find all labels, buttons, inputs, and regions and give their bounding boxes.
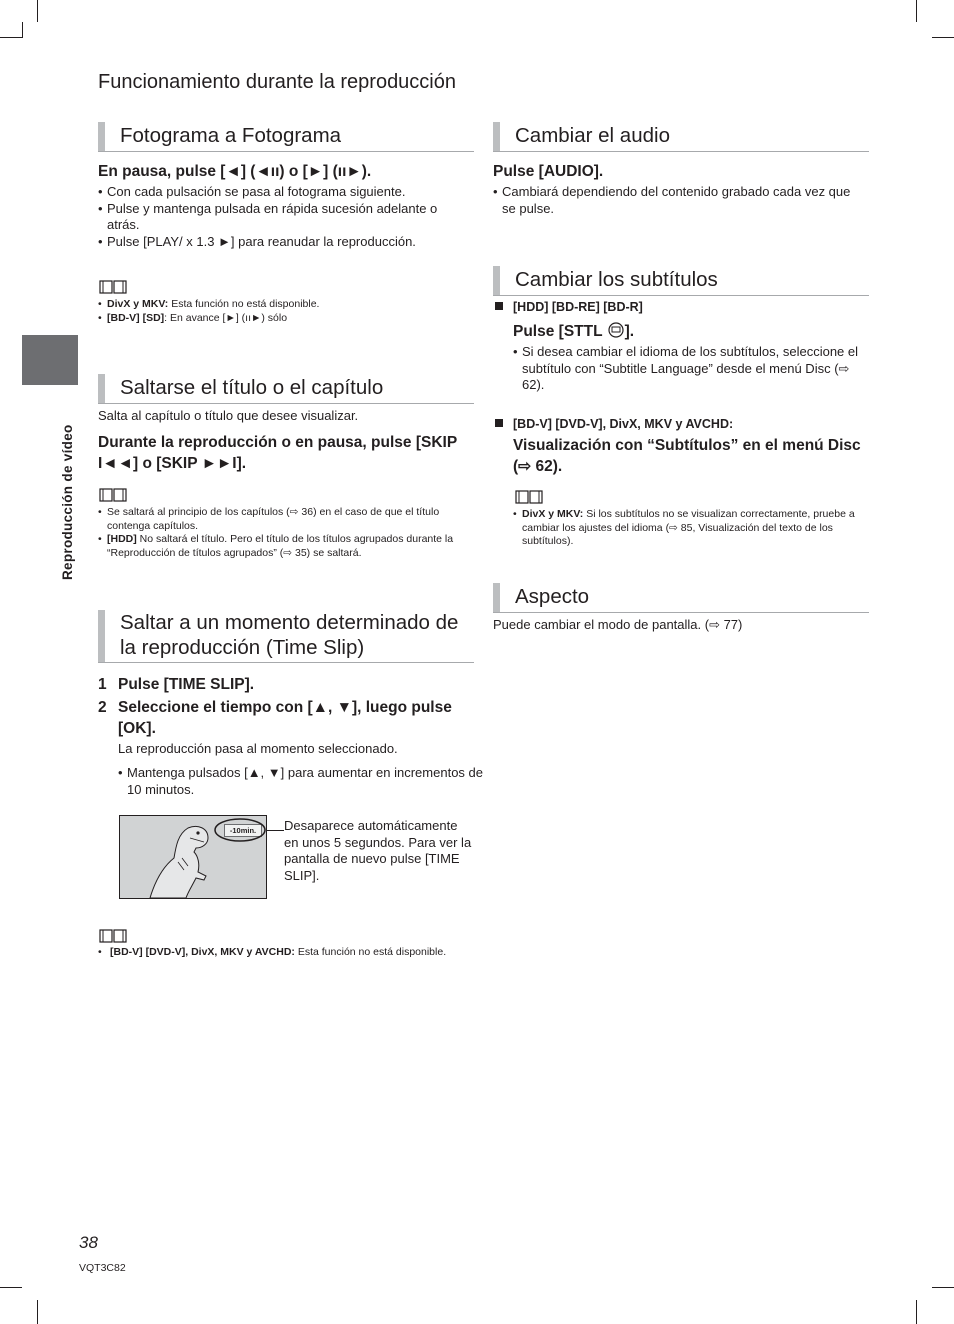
- crop-mark: [37, 1300, 38, 1324]
- note-list: [513, 508, 886, 549]
- side-tab: [22, 335, 78, 385]
- section-title: Saltarse el título o el capítulo: [120, 376, 384, 399]
- disc-type-text: [HDD] [BD-RE] [BD-R]: [513, 300, 643, 314]
- section-bar: [98, 122, 105, 151]
- section-header-saltarse: [98, 374, 474, 404]
- section-bar: [98, 374, 105, 403]
- subtitle-icon: [607, 322, 625, 338]
- list-item: • Mantenga pulsados [▲, ▼] para aumentar en incrementos de 10 minutos.: [118, 765, 483, 797]
- instruction: En pausa, pulse [◄] (◄ıı) o [►] (ıı►).: [98, 163, 372, 180]
- bullet-list: [98, 184, 473, 250]
- note-book-icon: [515, 490, 543, 504]
- step-description: La reproducción pasa al momento seleccionado.: [118, 741, 398, 756]
- list-item: • Con cada pulsación se pasa al fotograma siguiente.: [98, 184, 406, 199]
- crop-mark: [0, 1287, 22, 1288]
- crop-mark: [37, 0, 38, 22]
- note-text: Se saltará al principio de los capítulos (⇨ 36) en el caso de que el título contenga capítulos.: [107, 506, 440, 532]
- list-item: • Cambiará dependiendo del contenido grabado cada vez que se pulse.: [493, 184, 851, 216]
- section-title: Fotograma a Fotograma: [120, 124, 342, 147]
- note-bold: DivX y MKV:: [522, 508, 584, 520]
- document-code: VQT3C82: [79, 1262, 126, 1274]
- page-number: 38: [79, 1233, 98, 1252]
- section-header-aspecto: [493, 583, 869, 613]
- bullet-list: [513, 344, 873, 394]
- section-header-timeslip: [98, 610, 474, 663]
- section-header-subtitulos: [493, 266, 869, 296]
- callout-text: Desaparece automáticamente en unos 5 segundos. Para ver la pantalla de nuevo pulse [TIME SLIP].: [284, 818, 472, 883]
- note-text: Esta función no está disponible.: [168, 298, 320, 310]
- note-item: • DivX y MKV: Esta función no está disponible.: [98, 298, 320, 310]
- note-item: • [BD-V] [DVD-V], DivX, MKV y AVCHD: Esta función no está disponible.: [98, 946, 447, 958]
- section-bar: [493, 266, 500, 295]
- instruction: Pulse [AUDIO].: [493, 163, 604, 180]
- note-item: • [HDD] No saltará el título. Pero el título de los títulos agrupados durante la “Reproducción de títulos agrupados” (⇨ 35) se saltará.: [98, 533, 454, 559]
- note-item: • Se saltará al principio de los capítulos (⇨ 36) en el caso de que el título contenga capítulos.: [98, 506, 440, 532]
- section-title: Cambiar los subtítulos: [515, 268, 718, 291]
- list-item: • Pulse y mantenga pulsada en rápida sucesión adelante o atrás.: [98, 200, 438, 232]
- bullet-list: [493, 184, 863, 217]
- crop-mark: [0, 37, 22, 38]
- list-item-text: Cambiará dependiendo del contenido grabado cada vez que se pulse.: [502, 184, 851, 216]
- section-title: Cambiar el audio: [515, 124, 670, 147]
- step-number: 1: [98, 676, 107, 693]
- square-bullet-icon: [495, 302, 503, 310]
- callout-ellipse: [212, 816, 268, 844]
- disc-type-label: [495, 417, 733, 431]
- instruction: [513, 321, 634, 342]
- instruction-text: Pulse [STTL: [513, 323, 603, 340]
- section-text: Puede cambiar el modo de pantalla. (⇨ 77): [493, 617, 743, 632]
- list-item-text: Pulse [PLAY/ x 1.3 ►] para reanudar la reproducción.: [107, 233, 416, 249]
- crop-mark: [932, 1287, 954, 1288]
- list-item-text: Con cada pulsación se pasa al fotograma siguiente.: [107, 184, 406, 199]
- osd-box: -10min.: [224, 824, 262, 837]
- section-header-audio: [493, 122, 869, 152]
- square-bullet-icon: [495, 419, 503, 427]
- section-bar: [493, 583, 500, 612]
- note-bold: [BD-V] [DVD-V], DivX, MKV y AVCHD:: [110, 946, 295, 958]
- list-item: • Pulse [PLAY/ x 1.3 ►] para reanudar la reproducción.: [98, 233, 416, 249]
- list-item-text: Pulse y mantenga pulsada en rápida sucesión adelante o atrás.: [107, 200, 438, 232]
- step-text: Pulse [TIME SLIP].: [118, 676, 255, 693]
- page-title: Funcionamiento durante la reproducción: [98, 71, 456, 93]
- side-label: Reproducción de vídeo: [60, 424, 75, 580]
- list-item-text: Si desea cambiar el idioma de los subtítulos, seleccione el subtítulo con “Subtitle Language” desde el menú Disc (⇨ 62).: [522, 344, 859, 392]
- note-list: [98, 946, 483, 960]
- section-bar: [98, 610, 105, 662]
- note-bold: [BD-V] [SD]: [107, 311, 165, 324]
- note-bold: DivX y MKV:: [107, 298, 169, 310]
- step-text: Seleccione el tiempo con [▲, ▼], luego pulse [OK].: [118, 699, 452, 737]
- crop-mark: [916, 1300, 917, 1324]
- note-item: • DivX y MKV: Si los subtítulos no se visualizan correctamente, pruebe a cambiar los ajustes del idioma (⇨ 85, Visualización del texto de los subtítulos).: [513, 508, 855, 547]
- note-list: [98, 506, 474, 560]
- section-intro: Salta al capítulo o título que desee visualizar.: [98, 408, 359, 423]
- list-item: • Si desea cambiar el idioma de los subtítulos, seleccione el subtítulo con “Subtitle Language” desde el menú Disc (⇨ 62).: [513, 344, 859, 392]
- note-text: No saltará el título. Pero el título de los títulos agrupados durante la “Reproducción de títulos agrupados” (⇨ 35) se saltará.: [107, 533, 454, 559]
- note-text: Si los subtítulos no se visualizan correctamente, pruebe a cambiar los ajustes del idioma (⇨ 85, Visualización del texto de los subtítulos).: [522, 508, 855, 547]
- crop-mark: [932, 37, 954, 38]
- note-list: [98, 298, 473, 325]
- section-title: Aspecto: [515, 585, 590, 608]
- note-book-icon: [99, 280, 127, 294]
- callout-line: [266, 830, 284, 831]
- disc-type-label: [495, 300, 643, 314]
- crop-mark: [22, 22, 23, 38]
- instruction: Durante la reproducción o en pausa, pulse [SKIP I◄◄] o [SKIP ►►I].: [98, 434, 457, 472]
- crop-mark: [916, 0, 917, 22]
- note-text: : En avance [►] (ıı►) sólo: [164, 311, 288, 324]
- step-number: 2: [98, 699, 107, 716]
- note-bold: [HDD]: [107, 533, 137, 545]
- section-title: Saltar a un momento determinado de la reproducción (Time Slip): [120, 611, 459, 659]
- note-book-icon: [99, 929, 127, 943]
- bullet-list: [118, 765, 493, 798]
- note-book-icon: [99, 488, 127, 502]
- section-header-fotograma: [98, 122, 474, 152]
- instruction-end: ].: [624, 323, 635, 340]
- note-text: Esta función no está disponible.: [294, 946, 447, 958]
- disc-type-text: [BD-V] [DVD-V], DivX, MKV y AVCHD:: [513, 417, 734, 431]
- list-item-text: Mantenga pulsados [▲, ▼] para aumentar en incrementos de 10 minutos.: [127, 765, 483, 797]
- instruction: Visualización con “Subtítulos” en el menú Disc (⇨ 62).: [513, 437, 861, 475]
- note-item: • [BD-V] [SD]: En avance [►] (ıı►) sólo: [98, 311, 288, 324]
- section-bar: [493, 122, 500, 151]
